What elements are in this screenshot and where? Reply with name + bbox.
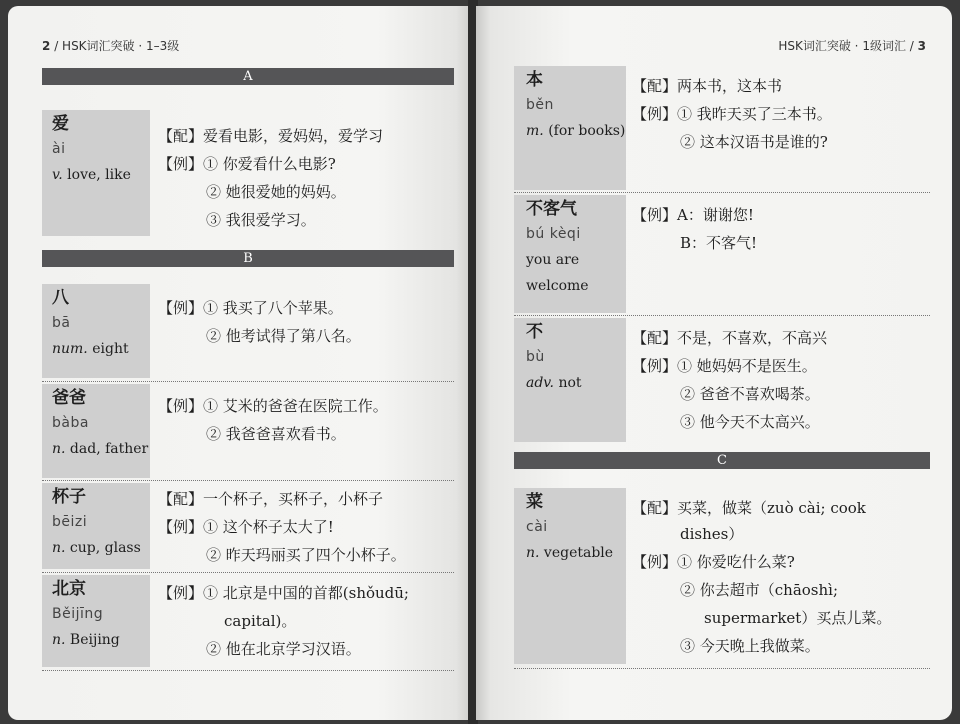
entry-baba [42, 384, 454, 478]
headword: 不 [526, 322, 543, 342]
entry-ai [42, 110, 454, 236]
pinyin: běn [526, 97, 554, 113]
example-line: 【配】两本书，这本书 [632, 77, 783, 95]
page-number: 2 [42, 39, 51, 53]
left-page-header [42, 37, 179, 54]
example-line: dishes） [680, 525, 744, 543]
part-of-speech: n. [52, 632, 66, 648]
headword: 爱 [52, 114, 69, 134]
entry-ben [514, 66, 930, 190]
entry-divider [42, 381, 454, 382]
entry-head [514, 66, 626, 190]
entry-divider [514, 315, 930, 316]
example-line: 【例】① 北京是中国的首都(shǒudū; [158, 584, 409, 602]
definition [526, 118, 626, 144]
definition [52, 535, 150, 561]
example-line: 【配】爱看电影，爱妈妈，爱学习 [158, 127, 384, 145]
example-line: 【例】① 我昨天买了三本书。 [632, 105, 832, 123]
pinyin: bā [52, 315, 71, 331]
pinyin: bù [526, 349, 545, 365]
example-line: ③ 今天晚上我做菜。 [680, 637, 820, 655]
headword: 本 [526, 70, 543, 90]
entry-bu [514, 318, 930, 442]
headword: 菜 [526, 492, 543, 512]
example-line: B：不客气! [680, 234, 758, 252]
example-line: 【例】① 你爱看什么电影? [158, 155, 336, 173]
example-line: ② 她很爱她的妈妈。 [206, 183, 346, 201]
part-of-speech: n. [526, 545, 540, 561]
meaning: vegetable [543, 545, 614, 561]
running-title: HSK词汇突破 · 1级词汇 / [778, 39, 914, 53]
headword: 八 [52, 288, 69, 308]
meaning: cup, glass [69, 540, 141, 556]
entry-beizi [42, 483, 454, 569]
example-line: ② 爸爸不喜欢喝茶。 [680, 385, 820, 403]
example-line: ② 昨天玛丽买了四个小杯子。 [206, 546, 406, 564]
pinyin: Běijīng [52, 606, 104, 622]
example-line: 【例】① 艾米的爸爸在医院工作。 [158, 397, 388, 415]
entry-divider [42, 572, 454, 573]
entry-beijing [42, 575, 454, 667]
right-page [476, 6, 952, 720]
example-line: 【例】① 我买了八个苹果。 [158, 299, 343, 317]
definition [52, 336, 150, 362]
example-line: ③ 我很爱学习。 [206, 211, 316, 229]
definition [52, 162, 150, 188]
page-number: 3 [917, 39, 926, 53]
meaning: not [558, 375, 582, 391]
example-line: 【配】一个杯子，买杯子，小杯子 [158, 490, 384, 508]
example-line: 【例】① 这个杯子太大了! [158, 518, 334, 536]
pinyin: ài [52, 141, 66, 157]
pinyin: bēizi [52, 514, 88, 530]
part-of-speech: v. [52, 167, 63, 183]
entry-head [514, 195, 626, 313]
example-line: capital)。 [224, 612, 297, 630]
example-line: ② 这本汉语书是谁的? [680, 133, 828, 151]
example-line: ② 他在北京学习汉语。 [206, 640, 361, 658]
entry-head [42, 575, 150, 667]
entry-head [514, 488, 626, 664]
entry-head [42, 384, 150, 478]
headword: 杯子 [52, 487, 86, 507]
section-header-b: B [42, 250, 454, 267]
example-line: ③ 他今天不太高兴。 [680, 413, 820, 431]
part-of-speech: n. [52, 441, 66, 457]
part-of-speech: num. [52, 341, 88, 357]
entry-head [42, 284, 150, 378]
example-line: supermarket）买点儿菜。 [704, 609, 892, 627]
entry-ba [42, 284, 454, 378]
section-header-c: C [514, 452, 930, 469]
entry-divider [42, 670, 454, 671]
definition [526, 540, 626, 566]
definition [526, 370, 626, 396]
entry-head [514, 318, 626, 442]
part-of-speech: m. [526, 123, 544, 139]
example-line: 【配】买菜，做菜（zuò cài; cook [632, 499, 866, 517]
entry-divider [514, 192, 930, 193]
headword: 不客气 [526, 199, 577, 219]
example-line: ② 我爸爸喜欢看书。 [206, 425, 346, 443]
pinyin: bú kèqi [526, 226, 581, 242]
example-line: 【例】A：谢谢您! [632, 206, 754, 224]
running-title: / HSK词汇突破 · 1–3级 [54, 39, 180, 53]
meaning: dad, father [69, 441, 149, 457]
part-of-speech: n. [52, 540, 66, 556]
entry-head [42, 483, 150, 569]
part-of-speech: adv. [526, 375, 555, 391]
meaning: eight [92, 341, 129, 357]
meaning: (for books) [548, 123, 626, 139]
headword: 北京 [52, 579, 86, 599]
entry-divider [514, 668, 930, 669]
example-line: 【配】不是，不喜欢，不高兴 [632, 329, 828, 347]
pinyin: cài [526, 519, 548, 535]
entry-bukeqi [514, 195, 930, 313]
meaning: love, like [67, 167, 131, 183]
headword: 爸爸 [52, 388, 86, 408]
meaning: you are welcome [526, 252, 589, 294]
meaning: Beijing [69, 632, 120, 648]
right-page-header [778, 37, 926, 54]
example-line: ② 他考试得了第八名。 [206, 327, 361, 345]
example-line: 【例】① 你爱吃什么菜? [632, 553, 795, 571]
entry-cai [514, 488, 930, 664]
example-line: ② 你去超市（chāoshì; [680, 581, 839, 599]
section-header-a: A [42, 68, 454, 85]
entry-divider [42, 480, 454, 481]
left-page [8, 6, 470, 720]
definition [52, 436, 150, 462]
definition [52, 627, 150, 653]
pinyin: bàba [52, 415, 89, 431]
example-line: 【例】① 她妈妈不是医生。 [632, 357, 817, 375]
entry-head [42, 110, 150, 236]
